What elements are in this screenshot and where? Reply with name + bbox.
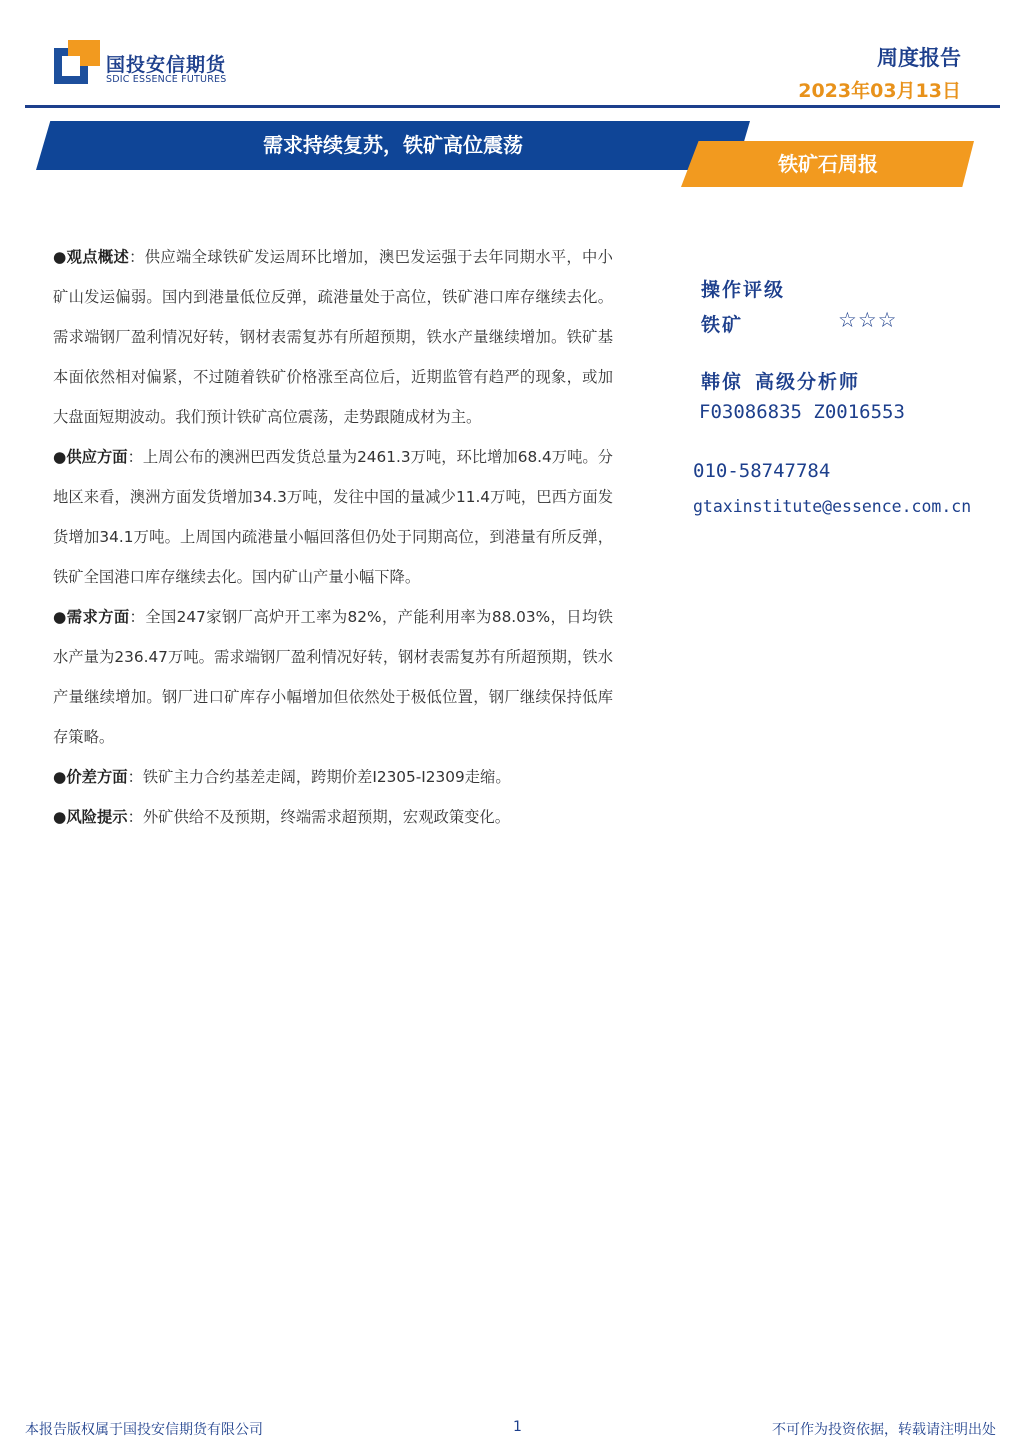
report-body	[53, 237, 613, 837]
company-name-cn: 国投安信期货	[106, 54, 227, 76]
report-category: 铁矿石周报	[778, 152, 878, 176]
section-overview	[53, 237, 613, 437]
section-separator: ：	[129, 248, 145, 266]
report-date: 2023年03月13日	[798, 80, 961, 102]
section-text: 供应端全球铁矿发运周环比增加，澳巴发运强于去年同期水平，中小矿山发运偏弱。国内到港量低位反弹，疏港量处于高位，铁矿港口库存继续去化。需求端钢厂盈利情况好转，钢材表需复苏有所超预期，铁水产量继续增加。铁矿基本面依然相对偏紧，不过随着铁矿价格涨至高位后，近期监管有趋严的现象，或加大盘面短期波动。我们预计铁矿高位震荡，走势跟随成材为主。	[53, 248, 613, 426]
rating-stars-icon: ☆☆☆	[838, 308, 898, 332]
section-separator: ：	[127, 448, 143, 466]
bullet-icon: ●	[53, 448, 67, 466]
company-name-en: SDIC ESSENCE FUTURES	[106, 74, 227, 85]
analyst-name: 韩倞	[701, 371, 744, 393]
section-text: 全国247家钢厂高炉开工率为82%，产能利用率为88.03%，日均铁水产量为236.47万吨。需求端钢厂盈利情况好转，钢材表需复苏有所超预期，铁水产量继续增加。钢厂进口矿库存小幅增加但依然处于极低位置，钢厂继续保持低库存策略。	[53, 608, 613, 746]
footer-disclaimer: 不可作为投资依据，转载请注明出处	[772, 1422, 996, 1438]
section-heading: 需求方面	[66, 608, 130, 626]
rating-label: 操作评级	[701, 279, 786, 301]
bullet-icon: ●	[53, 248, 67, 266]
section-separator: ：	[129, 608, 146, 626]
section-spread	[53, 757, 613, 797]
section-heading: 价差方面	[66, 768, 128, 786]
page-number: 1	[513, 1419, 522, 1435]
section-separator: ：	[127, 808, 143, 826]
header-divider	[25, 105, 1000, 108]
bullet-icon: ●	[53, 768, 67, 786]
rating-item: 铁矿	[701, 314, 744, 336]
section-risk	[53, 797, 613, 837]
analyst-info	[701, 367, 860, 394]
section-text: 上周公布的澳洲巴西发货总量为2461.3万吨，环比增加68.4万吨。分地区来看，澳洲方面发货增加34.3万吨，发往中国的量减少11.4万吨，巴西方面发货增加34.1万吨。上周国内疏港量小幅回落但仍处于同期高位，到港量有所反弹，铁矿全国港口库存继续去化。国内矿山产量小幅下降。	[53, 448, 613, 586]
bullet-icon: ●	[53, 608, 67, 626]
analyst-license: F03086835 Z0016553	[699, 401, 905, 423]
company-logo-icon	[54, 40, 100, 84]
section-text: 铁矿主力合约基差走阔，跨期价差I2305-I2309走缩。	[142, 768, 511, 786]
footer-copyright: 本报告版权属于国投安信期货有限公司	[25, 1422, 263, 1438]
section-demand	[53, 597, 613, 757]
report-type: 周度报告	[877, 46, 961, 70]
report-title: 需求持续复苏，铁矿高位震荡	[263, 133, 523, 157]
section-heading: 供应方面	[66, 448, 128, 466]
contact-phone: 010-58747784	[693, 460, 831, 482]
section-supply	[53, 437, 613, 597]
section-separator: ：	[127, 768, 143, 786]
section-text: 外矿供给不及预期，终端需求超预期，宏观政策变化。	[142, 808, 511, 826]
analyst-title: 高级分析师	[755, 371, 861, 393]
bullet-icon: ●	[53, 808, 67, 826]
contact-email[interactable]: gtaxinstitute@essence.com.cn	[693, 497, 972, 516]
section-heading: 观点概述	[66, 248, 130, 266]
section-heading: 风险提示	[66, 808, 128, 826]
